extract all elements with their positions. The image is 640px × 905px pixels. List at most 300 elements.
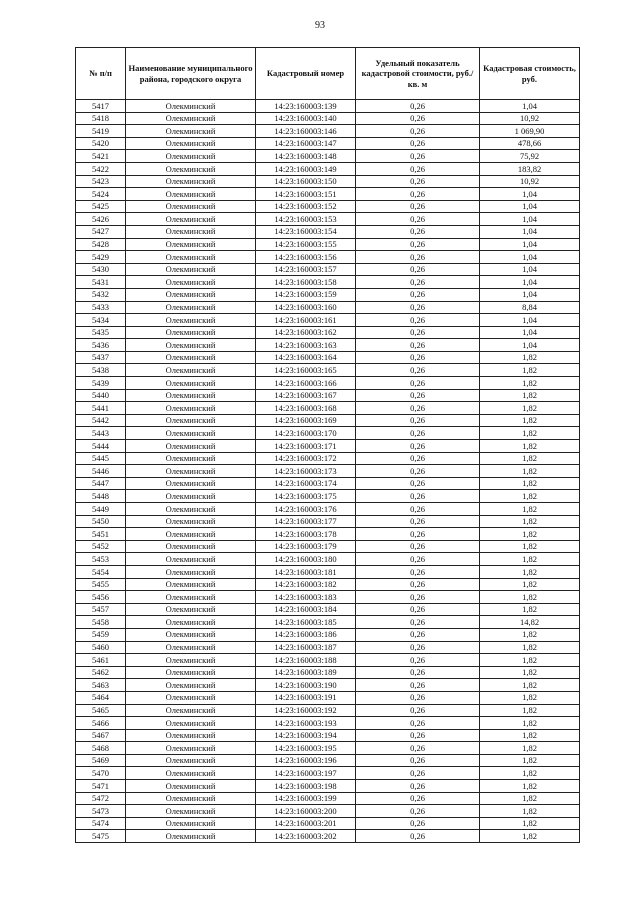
row-number: 5459 bbox=[76, 628, 126, 641]
cadastral-number: 14:23:160003:183 bbox=[256, 591, 356, 604]
district-name: Олекминский bbox=[126, 339, 256, 352]
table-row bbox=[76, 767, 580, 780]
unit-value: 0,26 bbox=[356, 225, 480, 238]
table-row bbox=[76, 112, 580, 125]
row-number: 5450 bbox=[76, 515, 126, 528]
cadastral-number: 14:23:160003:189 bbox=[256, 666, 356, 679]
unit-value: 0,26 bbox=[356, 301, 480, 314]
cadastral-number: 14:23:160003:166 bbox=[256, 377, 356, 390]
cadastral-number: 14:23:160003:164 bbox=[256, 351, 356, 364]
cadastral-number: 14:23:160003:176 bbox=[256, 503, 356, 516]
cadastral-cost: 1,82 bbox=[480, 503, 580, 516]
district-name: Олекминский bbox=[126, 591, 256, 604]
table-row bbox=[76, 150, 580, 163]
unit-value: 0,26 bbox=[356, 314, 480, 327]
cadastral-number: 14:23:160003:154 bbox=[256, 225, 356, 238]
cadastral-number: 14:23:160003:139 bbox=[256, 100, 356, 113]
row-number: 5454 bbox=[76, 565, 126, 578]
cadastral-number: 14:23:160003:191 bbox=[256, 691, 356, 704]
unit-value: 0,26 bbox=[356, 817, 480, 830]
cadastral-cost: 1,04 bbox=[480, 339, 580, 352]
unit-value: 0,26 bbox=[356, 276, 480, 289]
cadastral-number: 14:23:160003:168 bbox=[256, 402, 356, 415]
table-row bbox=[76, 553, 580, 566]
row-number: 5473 bbox=[76, 805, 126, 818]
cadastral-cost: 1,04 bbox=[480, 200, 580, 213]
row-number: 5444 bbox=[76, 440, 126, 453]
cadastral-cost: 1,82 bbox=[480, 603, 580, 616]
district-name: Олекминский bbox=[126, 654, 256, 667]
district-name: Олекминский bbox=[126, 213, 256, 226]
cadastral-cost: 183,82 bbox=[480, 162, 580, 175]
district-name: Олекминский bbox=[126, 717, 256, 730]
table-row bbox=[76, 137, 580, 150]
cadastral-number: 14:23:160003:179 bbox=[256, 540, 356, 553]
cadastral-cost: 1,82 bbox=[480, 817, 580, 830]
district-name: Олекминский bbox=[126, 314, 256, 327]
district-name: Олекминский bbox=[126, 465, 256, 478]
unit-value: 0,26 bbox=[356, 238, 480, 251]
district-name: Олекминский bbox=[126, 616, 256, 629]
cadastral-cost: 1,82 bbox=[480, 717, 580, 730]
cadastral-number: 14:23:160003:147 bbox=[256, 137, 356, 150]
cadastral-number: 14:23:160003:196 bbox=[256, 754, 356, 767]
table-row bbox=[76, 288, 580, 301]
district-name: Олекминский bbox=[126, 817, 256, 830]
unit-value: 0,26 bbox=[356, 691, 480, 704]
cadastral-cost: 1,82 bbox=[480, 578, 580, 591]
cadastral-cost: 478,66 bbox=[480, 137, 580, 150]
district-name: Олекминский bbox=[126, 477, 256, 490]
table-row bbox=[76, 175, 580, 188]
table-row bbox=[76, 301, 580, 314]
cadastral-cost: 1,82 bbox=[480, 477, 580, 490]
table-row bbox=[76, 805, 580, 818]
unit-value: 0,26 bbox=[356, 528, 480, 541]
cadastral-cost: 14,82 bbox=[480, 616, 580, 629]
cadastral-cost: 1,82 bbox=[480, 553, 580, 566]
unit-value: 0,26 bbox=[356, 326, 480, 339]
row-number: 5431 bbox=[76, 276, 126, 289]
unit-value: 0,26 bbox=[356, 465, 480, 478]
row-number: 5432 bbox=[76, 288, 126, 301]
cadastral-number: 14:23:160003:170 bbox=[256, 427, 356, 440]
cadastral-cost: 1,82 bbox=[480, 780, 580, 793]
unit-value: 0,26 bbox=[356, 540, 480, 553]
cadastral-number: 14:23:160003:200 bbox=[256, 805, 356, 818]
table-row bbox=[76, 540, 580, 553]
cadastral-cost: 1,82 bbox=[480, 440, 580, 453]
district-name: Олекминский bbox=[126, 691, 256, 704]
district-name: Олекминский bbox=[126, 528, 256, 541]
row-number: 5434 bbox=[76, 314, 126, 327]
row-number: 5422 bbox=[76, 162, 126, 175]
table-row bbox=[76, 440, 580, 453]
cadastral-cost: 1,82 bbox=[480, 465, 580, 478]
table-row bbox=[76, 452, 580, 465]
table-row bbox=[76, 503, 580, 516]
row-number: 5463 bbox=[76, 679, 126, 692]
row-number: 5428 bbox=[76, 238, 126, 251]
cadastral-number: 14:23:160003:175 bbox=[256, 490, 356, 503]
row-number: 5435 bbox=[76, 326, 126, 339]
row-number: 5426 bbox=[76, 213, 126, 226]
district-name: Олекминский bbox=[126, 490, 256, 503]
cadastral-cost: 1,82 bbox=[480, 767, 580, 780]
table-row bbox=[76, 817, 580, 830]
unit-value: 0,26 bbox=[356, 100, 480, 113]
table-row bbox=[76, 591, 580, 604]
cadastral-number: 14:23:160003:181 bbox=[256, 565, 356, 578]
cadastral-number: 14:23:160003:156 bbox=[256, 251, 356, 264]
district-name: Олекминский bbox=[126, 100, 256, 113]
cadastral-cost: 1,04 bbox=[480, 251, 580, 264]
cadastral-number: 14:23:160003:153 bbox=[256, 213, 356, 226]
unit-value: 0,26 bbox=[356, 477, 480, 490]
district-name: Олекминский bbox=[126, 326, 256, 339]
table-row bbox=[76, 729, 580, 742]
row-number: 5437 bbox=[76, 351, 126, 364]
district-name: Олекминский bbox=[126, 452, 256, 465]
table-row bbox=[76, 162, 580, 175]
cadastral-cost: 1,82 bbox=[480, 565, 580, 578]
cadastral-cost: 1,82 bbox=[480, 490, 580, 503]
table-row bbox=[76, 780, 580, 793]
district-name: Олекминский bbox=[126, 704, 256, 717]
cadastral-cost: 75,92 bbox=[480, 150, 580, 163]
row-number: 5423 bbox=[76, 175, 126, 188]
district-name: Олекминский bbox=[126, 251, 256, 264]
unit-value: 0,26 bbox=[356, 666, 480, 679]
unit-value: 0,26 bbox=[356, 603, 480, 616]
cadastral-number: 14:23:160003:157 bbox=[256, 263, 356, 276]
table-row bbox=[76, 188, 580, 201]
cadastral-cost: 1,82 bbox=[480, 528, 580, 541]
district-name: Олекминский bbox=[126, 666, 256, 679]
cadastral-number: 14:23:160003:150 bbox=[256, 175, 356, 188]
cadastral-cost: 1,04 bbox=[480, 100, 580, 113]
cadastral-cost: 1,82 bbox=[480, 666, 580, 679]
row-number: 5445 bbox=[76, 452, 126, 465]
district-name: Олекминский bbox=[126, 641, 256, 654]
table-row bbox=[76, 628, 580, 641]
district-name: Олекминский bbox=[126, 238, 256, 251]
row-number: 5424 bbox=[76, 188, 126, 201]
header-cadastral-number: Кадастровый номер bbox=[256, 48, 356, 100]
cadastral-cost: 1,82 bbox=[480, 792, 580, 805]
table-row bbox=[76, 414, 580, 427]
table-row bbox=[76, 377, 580, 390]
cadastral-cost: 1 069,90 bbox=[480, 125, 580, 138]
unit-value: 0,26 bbox=[356, 137, 480, 150]
row-number: 5470 bbox=[76, 767, 126, 780]
district-name: Олекминский bbox=[126, 578, 256, 591]
cadastral-number: 14:23:160003:188 bbox=[256, 654, 356, 667]
district-name: Олекминский bbox=[126, 565, 256, 578]
row-number: 5436 bbox=[76, 339, 126, 352]
cadastral-cost: 1,82 bbox=[480, 364, 580, 377]
district-name: Олекминский bbox=[126, 225, 256, 238]
table-row bbox=[76, 339, 580, 352]
table-row bbox=[76, 389, 580, 402]
cadastral-cost: 1,82 bbox=[480, 414, 580, 427]
table-row bbox=[76, 200, 580, 213]
cadastral-number: 14:23:160003:148 bbox=[256, 150, 356, 163]
unit-value: 0,26 bbox=[356, 578, 480, 591]
cadastral-cost: 1,82 bbox=[480, 402, 580, 415]
cadastral-number: 14:23:160003:180 bbox=[256, 553, 356, 566]
cadastral-number: 14:23:160003:186 bbox=[256, 628, 356, 641]
unit-value: 0,26 bbox=[356, 805, 480, 818]
page-number: 93 bbox=[315, 20, 325, 31]
cadastral-number: 14:23:160003:158 bbox=[256, 276, 356, 289]
row-number: 5427 bbox=[76, 225, 126, 238]
unit-value: 0,26 bbox=[356, 792, 480, 805]
table-row bbox=[76, 717, 580, 730]
cadastral-number: 14:23:160003:201 bbox=[256, 817, 356, 830]
table-row bbox=[76, 679, 580, 692]
table-row bbox=[76, 402, 580, 415]
unit-value: 0,26 bbox=[356, 754, 480, 767]
unit-value: 0,26 bbox=[356, 263, 480, 276]
table-row bbox=[76, 742, 580, 755]
header-district: Наименование муниципального района, городского округа bbox=[126, 48, 256, 100]
row-number: 5429 bbox=[76, 251, 126, 264]
cadastral-cost: 1,04 bbox=[480, 213, 580, 226]
unit-value: 0,26 bbox=[356, 830, 480, 843]
district-name: Олекминский bbox=[126, 364, 256, 377]
unit-value: 0,26 bbox=[356, 150, 480, 163]
table-row bbox=[76, 704, 580, 717]
table-row bbox=[76, 351, 580, 364]
row-number: 5472 bbox=[76, 792, 126, 805]
row-number: 5458 bbox=[76, 616, 126, 629]
table-row bbox=[76, 213, 580, 226]
table-row bbox=[76, 251, 580, 264]
district-name: Олекминский bbox=[126, 553, 256, 566]
header-unit-value: Удельный показатель кадастровой стоимости, руб./кв. м bbox=[356, 48, 480, 100]
district-name: Олекминский bbox=[126, 150, 256, 163]
cadastral-cost: 1,04 bbox=[480, 314, 580, 327]
table-body bbox=[76, 100, 580, 843]
unit-value: 0,26 bbox=[356, 402, 480, 415]
cadastral-number: 14:23:160003:197 bbox=[256, 767, 356, 780]
table-row bbox=[76, 754, 580, 767]
row-number: 5474 bbox=[76, 817, 126, 830]
cadastral-cost: 1,04 bbox=[480, 225, 580, 238]
district-name: Олекминский bbox=[126, 276, 256, 289]
cadastral-cost: 10,92 bbox=[480, 175, 580, 188]
table-row bbox=[76, 528, 580, 541]
table-row bbox=[76, 641, 580, 654]
table-row bbox=[76, 238, 580, 251]
table-row bbox=[76, 792, 580, 805]
district-name: Олекминский bbox=[126, 440, 256, 453]
cadastral-cost: 1,82 bbox=[480, 691, 580, 704]
cadastral-number: 14:23:160003:198 bbox=[256, 780, 356, 793]
table-row bbox=[76, 326, 580, 339]
table-row bbox=[76, 515, 580, 528]
cadastral-number: 14:23:160003:146 bbox=[256, 125, 356, 138]
table-row bbox=[76, 477, 580, 490]
cadastral-number: 14:23:160003:165 bbox=[256, 364, 356, 377]
district-name: Олекминский bbox=[126, 754, 256, 767]
row-number: 5433 bbox=[76, 301, 126, 314]
district-name: Олекминский bbox=[126, 780, 256, 793]
cadastral-number: 14:23:160003:194 bbox=[256, 729, 356, 742]
district-name: Олекминский bbox=[126, 503, 256, 516]
cadastral-number: 14:23:160003:193 bbox=[256, 717, 356, 730]
cadastral-number: 14:23:160003:177 bbox=[256, 515, 356, 528]
cadastral-cost: 1,04 bbox=[480, 188, 580, 201]
cadastral-cost: 1,04 bbox=[480, 276, 580, 289]
table-row bbox=[76, 603, 580, 616]
table-header-row bbox=[76, 48, 580, 100]
table-row bbox=[76, 616, 580, 629]
unit-value: 0,26 bbox=[356, 628, 480, 641]
unit-value: 0,26 bbox=[356, 175, 480, 188]
cadastral-number: 14:23:160003:178 bbox=[256, 528, 356, 541]
district-name: Олекминский bbox=[126, 679, 256, 692]
row-number: 5443 bbox=[76, 427, 126, 440]
cadastral-number: 14:23:160003:149 bbox=[256, 162, 356, 175]
cadastral-number: 14:23:160003:202 bbox=[256, 830, 356, 843]
cadastral-number: 14:23:160003:187 bbox=[256, 641, 356, 654]
cadastral-number: 14:23:160003:160 bbox=[256, 301, 356, 314]
cadastral-number: 14:23:160003:167 bbox=[256, 389, 356, 402]
district-name: Олекминский bbox=[126, 830, 256, 843]
district-name: Олекминский bbox=[126, 540, 256, 553]
table-row bbox=[76, 364, 580, 377]
row-number: 5457 bbox=[76, 603, 126, 616]
cadastral-number: 14:23:160003:185 bbox=[256, 616, 356, 629]
district-name: Олекминский bbox=[126, 515, 256, 528]
row-number: 5439 bbox=[76, 377, 126, 390]
cadastral-cost: 1,04 bbox=[480, 238, 580, 251]
cadastral-cost: 1,82 bbox=[480, 830, 580, 843]
table-row bbox=[76, 427, 580, 440]
district-name: Олекминский bbox=[126, 805, 256, 818]
unit-value: 0,26 bbox=[356, 704, 480, 717]
cadastral-cost: 1,82 bbox=[480, 351, 580, 364]
row-number: 5417 bbox=[76, 100, 126, 113]
unit-value: 0,26 bbox=[356, 339, 480, 352]
cadastral-number: 14:23:160003:151 bbox=[256, 188, 356, 201]
row-number: 5475 bbox=[76, 830, 126, 843]
unit-value: 0,26 bbox=[356, 503, 480, 516]
district-name: Олекминский bbox=[126, 112, 256, 125]
cadastral-number: 14:23:160003:182 bbox=[256, 578, 356, 591]
district-name: Олекминский bbox=[126, 162, 256, 175]
cadastral-cost: 1,82 bbox=[480, 704, 580, 717]
cadastral-number: 14:23:160003:163 bbox=[256, 339, 356, 352]
cadastral-number: 14:23:160003:169 bbox=[256, 414, 356, 427]
unit-value: 0,26 bbox=[356, 440, 480, 453]
district-name: Олекминский bbox=[126, 200, 256, 213]
unit-value: 0,26 bbox=[356, 452, 480, 465]
cadastral-cost: 8,84 bbox=[480, 301, 580, 314]
row-number: 5449 bbox=[76, 503, 126, 516]
unit-value: 0,26 bbox=[356, 490, 480, 503]
cadastral-cost: 1,82 bbox=[480, 452, 580, 465]
cadastral-number: 14:23:160003:174 bbox=[256, 477, 356, 490]
cadastral-cost: 1,04 bbox=[480, 326, 580, 339]
table-row bbox=[76, 830, 580, 843]
cadastral-number: 14:23:160003:140 bbox=[256, 112, 356, 125]
row-number: 5456 bbox=[76, 591, 126, 604]
unit-value: 0,26 bbox=[356, 162, 480, 175]
unit-value: 0,26 bbox=[356, 351, 480, 364]
unit-value: 0,26 bbox=[356, 427, 480, 440]
unit-value: 0,26 bbox=[356, 553, 480, 566]
district-name: Олекминский bbox=[126, 767, 256, 780]
unit-value: 0,26 bbox=[356, 200, 480, 213]
row-number: 5467 bbox=[76, 729, 126, 742]
unit-value: 0,26 bbox=[356, 364, 480, 377]
cadastral-number: 14:23:160003:171 bbox=[256, 440, 356, 453]
unit-value: 0,26 bbox=[356, 717, 480, 730]
unit-value: 0,26 bbox=[356, 654, 480, 667]
district-name: Олекминский bbox=[126, 377, 256, 390]
unit-value: 0,26 bbox=[356, 389, 480, 402]
unit-value: 0,26 bbox=[356, 377, 480, 390]
unit-value: 0,26 bbox=[356, 125, 480, 138]
row-number: 5460 bbox=[76, 641, 126, 654]
district-name: Олекминский bbox=[126, 792, 256, 805]
table-row bbox=[76, 100, 580, 113]
cadastral-cost: 1,82 bbox=[480, 742, 580, 755]
district-name: Олекминский bbox=[126, 414, 256, 427]
row-number: 5451 bbox=[76, 528, 126, 541]
district-name: Олекминский bbox=[126, 301, 256, 314]
cadastral-cost: 1,82 bbox=[480, 754, 580, 767]
unit-value: 0,26 bbox=[356, 616, 480, 629]
cadastral-number: 14:23:160003:152 bbox=[256, 200, 356, 213]
row-number: 5418 bbox=[76, 112, 126, 125]
cadastral-cost: 1,82 bbox=[480, 805, 580, 818]
cadastral-cost: 1,04 bbox=[480, 288, 580, 301]
district-name: Олекминский bbox=[126, 427, 256, 440]
cadastral-cost: 1,82 bbox=[480, 591, 580, 604]
header-cadastral-cost: Кадастровая стоимость, руб. bbox=[480, 48, 580, 100]
row-number: 5462 bbox=[76, 666, 126, 679]
row-number: 5419 bbox=[76, 125, 126, 138]
cadastral-number: 14:23:160003:199 bbox=[256, 792, 356, 805]
unit-value: 0,26 bbox=[356, 414, 480, 427]
header-num: № п/п bbox=[76, 48, 126, 100]
cadastral-number: 14:23:160003:162 bbox=[256, 326, 356, 339]
row-number: 5468 bbox=[76, 742, 126, 755]
table-row bbox=[76, 125, 580, 138]
table-row bbox=[76, 578, 580, 591]
district-name: Олекминский bbox=[126, 729, 256, 742]
row-number: 5452 bbox=[76, 540, 126, 553]
table-row bbox=[76, 654, 580, 667]
unit-value: 0,26 bbox=[356, 729, 480, 742]
cadastral-number: 14:23:160003:192 bbox=[256, 704, 356, 717]
district-name: Олекминский bbox=[126, 628, 256, 641]
row-number: 5455 bbox=[76, 578, 126, 591]
row-number: 5441 bbox=[76, 402, 126, 415]
row-number: 5425 bbox=[76, 200, 126, 213]
district-name: Олекминский bbox=[126, 389, 256, 402]
table-row bbox=[76, 565, 580, 578]
row-number: 5471 bbox=[76, 780, 126, 793]
cadastral-cost: 10,92 bbox=[480, 112, 580, 125]
cadastral-cost: 1,82 bbox=[480, 679, 580, 692]
cadastral-cost: 1,04 bbox=[480, 263, 580, 276]
row-number: 5465 bbox=[76, 704, 126, 717]
